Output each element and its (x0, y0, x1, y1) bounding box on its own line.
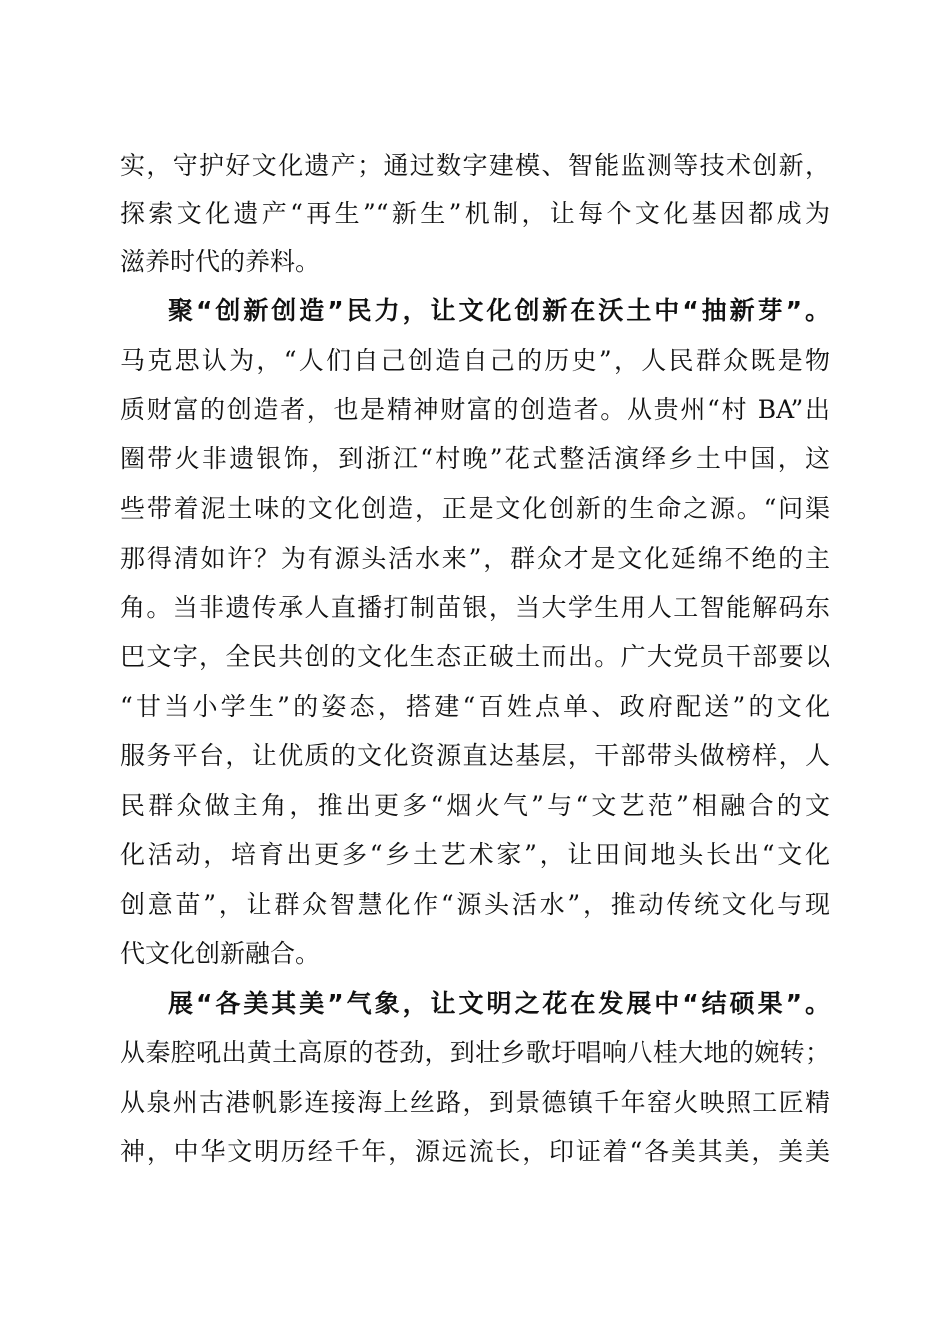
body-line-5: 马克思认为，“人们自己创造自己的历史”，人民群众既是物 (120, 346, 830, 375)
body-line-1: 实，守护好文化遗产；通过数字建模、智能监测等技术创新， (120, 151, 830, 180)
body-line-11: 巴文字，全民共创的文化生态正破土而出。广大党员干部要以 (120, 642, 830, 671)
body-line-2: 探索文化遗产“再生”“新生”机制，让每个文化基因都成为 (120, 199, 830, 228)
body-line-12: “甘当小学生”的姿态，搭建“百姓点单、政府配送”的文化 (120, 692, 830, 721)
body-line-21: 神，中华文明历经千年，源远流长，印证着“各美其美，美美 (120, 1137, 830, 1166)
body-line-6: 质财富的创造者，也是精神财富的创造者。从贵州“村 BA”出 (120, 395, 830, 424)
section-heading-civilization: 展“各美其美”气象，让文明之花在发展中“结硕果”。 (168, 989, 830, 1018)
body-line-8: 些带着泥土味的文化创造，正是文化创新的生命之源。“问渠 (120, 494, 830, 523)
body-line-7: 圈带火非遗银饰，到浙江“村晚”花式整活演绎乡土中国，这 (120, 444, 830, 473)
body-line-15: 化活动，培育出更多“乡土艺术家”，让田间地头长出“文化 (120, 840, 830, 869)
body-line-16: 创意苗”，让群众智慧化作“源头活水”，推动传统文化与现 (120, 890, 830, 919)
body-line-20: 从泉州古港帆影连接海上丝路，到景德镇千年窑火映照工匠精 (120, 1088, 830, 1117)
body-line-9: 那得清如许？为有源头活水来”，群众才是文化延绵不绝的主 (120, 544, 830, 573)
section-heading-innovation: 聚“创新创造”民力，让文化创新在沃土中“抽新芽”。 (168, 296, 830, 325)
body-line-13: 服务平台，让优质的文化资源直达基层，干部带头做榜样，人 (120, 741, 830, 770)
body-line-10: 角。当非遗传承人直播打制苗银，当大学生用人工智能解码东 (120, 593, 830, 622)
body-line-19: 从秦腔吼出黄土高原的苍劲，到壮乡歌圩唱响八桂大地的婉转； (120, 1038, 830, 1067)
body-line-3: 滋养时代的养料。 (120, 247, 321, 276)
body-line-17: 代文化创新融合。 (120, 939, 321, 968)
body-line-14: 民群众做主角，推出更多“烟火气”与“文艺范”相融合的文 (120, 791, 830, 820)
